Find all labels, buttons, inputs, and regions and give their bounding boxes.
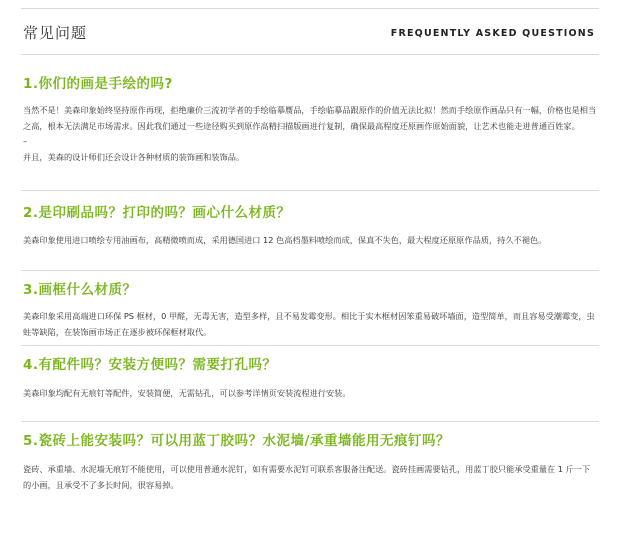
faq-answer-5-paragraph-1: 瓷砖、承重墙、水泥墙无痕钉不能使用，可以使用普通水泥钉，如有需要水泥钉可联系客服备注配送。瓷砖挂画需要钻孔，用蓝丁胶只能承受重量在 1 斤一下的小画，且承受不了多长时间，很容易掉。	[23, 464, 591, 490]
header-top-rule	[21, 8, 599, 9]
faq-question-3: 3.画框什么材质？	[23, 282, 137, 298]
faq-header	[21, 8, 599, 56]
faq-answer-3-paragraph-1: 美森印象采用高端进口环保 PS 框材，0 甲醛，无毒无害，造型多样，且不易发霉变形。相比于实木框材因笨重易破坏墙面，造型简单，而且容易受潮霉变，虫蛀等缺陷，在装饰画市场正在逐步被环保框材取代。	[23, 311, 595, 337]
faq-item-4	[23, 353, 598, 402]
faq-answer-1-separator: –	[23, 136, 28, 146]
faq-divider-4	[21, 421, 599, 422]
faq-item-5	[23, 429, 598, 493]
faq-question-5: 5.瓷砖上能安装吗？可以用蓝丁胶吗？水泥墙/承重墙能用无痕钉吗？	[23, 433, 450, 449]
faq-answer-1-paragraph-1: 当然不是！美森印象始终坚持原作再现，拒绝廉价三流初学者的手绘临摹赝品，手绘临摹品跟原作的价值无法比拟！然而手绘原作画品只有一幅，价格也是相当之高，根本无法满足市场需求。因此我们通过一些途径购买到原作高精扫描版画进行复制，确保最高程度还原画作原始面貌，让艺术也能走进普通百姓家。	[23, 105, 597, 131]
faq-divider-1	[21, 190, 599, 191]
faq-question-1: 1.你们的画是手绘的吗?	[23, 76, 173, 92]
faq-item-1	[23, 72, 598, 165]
faq-answer-4	[23, 386, 598, 402]
faq-item-3	[23, 278, 598, 340]
faq-answer-4-paragraph-1: 美森印象均配有无痕钉等配件，安装简便，无需钻孔，可以参考详情页安装流程进行安装。	[23, 388, 351, 398]
header-bottom-rule	[21, 54, 599, 55]
faq-answer-5	[23, 462, 598, 493]
faq-answer-1	[23, 103, 598, 165]
faq-question-4: 4.有配件吗？安装方便吗？需要打孔吗？	[23, 357, 277, 373]
faq-answer-2-paragraph-1: 美森印象使用进口喷绘专用油画布，高精微喷而成，采用德国进口 12 色高档墨料喷绘而成，保真不失色，最大程度还原原作品质，持久不褪色。	[23, 235, 547, 245]
faq-answer-2	[23, 233, 598, 249]
faq-question-2: 2.是印刷品吗？打印的吗？画心什么材质？	[23, 205, 291, 221]
faq-divider-3	[21, 345, 599, 346]
faq-item-2	[23, 201, 598, 249]
faq-answer-3	[23, 309, 598, 340]
page-title: 常见问题	[23, 24, 88, 42]
page-subtitle: FREQUENTLY ASKED QUESTIONS	[390, 28, 595, 39]
faq-answer-1-paragraph-2: 并且，美森的设计师们还会设计各种材质的装饰画和装饰品。	[23, 151, 245, 162]
faq-divider-2	[21, 270, 599, 271]
